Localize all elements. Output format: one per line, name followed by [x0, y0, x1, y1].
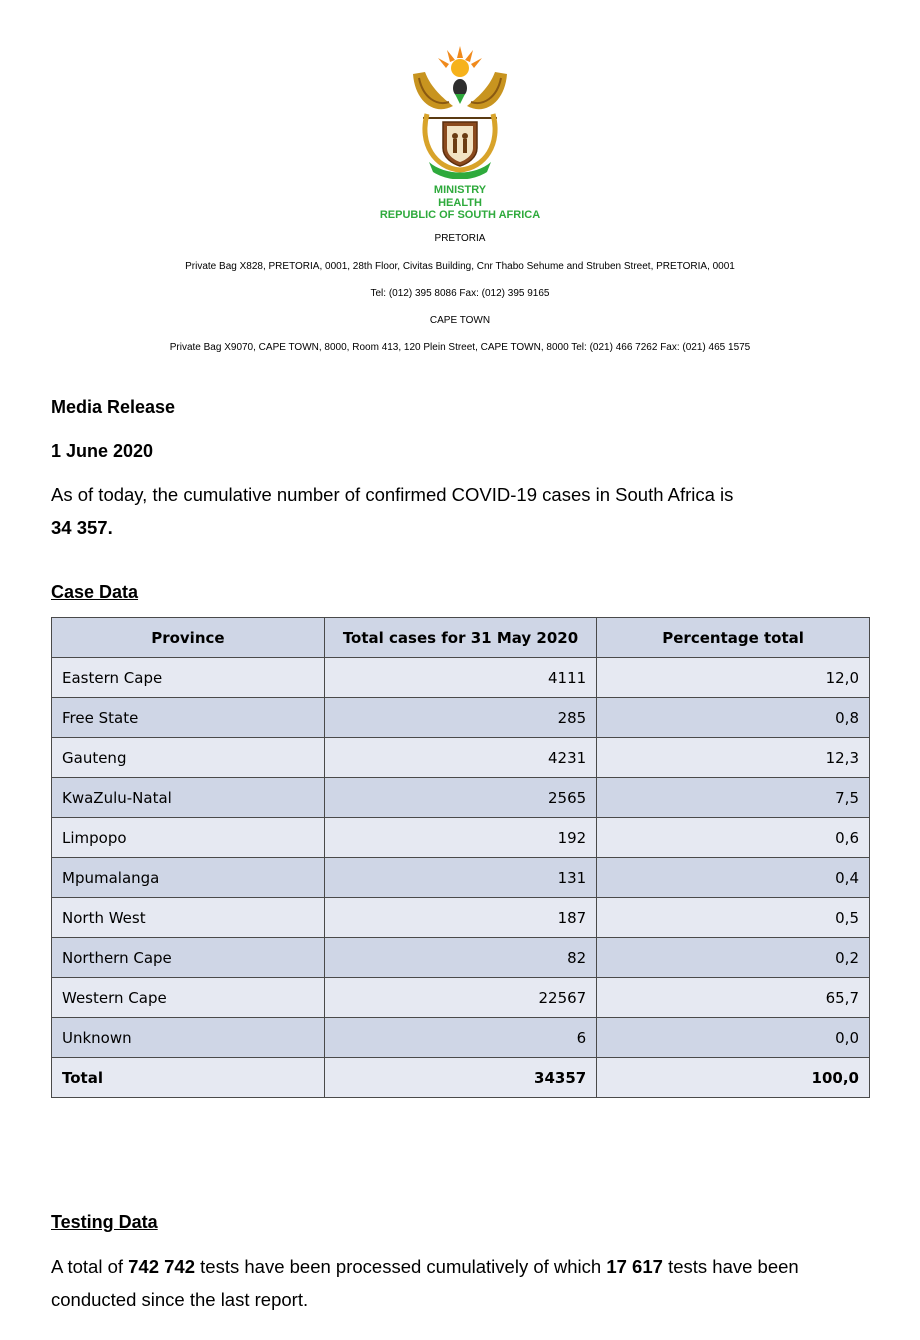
province-cell: Limpopo — [52, 818, 325, 858]
table-header-row — [52, 618, 870, 658]
ministry-line3: REPUBLIC OF SOUTH AFRICA — [379, 209, 541, 221]
address-pretoria: Private Bag X828, PRETORIA, 0001, 28th Floor, Civitas Building, Cnr Thabo Sehume and Struben Street, PRETORIA, 0001 — [185, 261, 735, 272]
table-row — [52, 778, 870, 818]
ministry-title — [0, 184, 920, 222]
table-row — [52, 858, 870, 898]
cases-cell: 4111 — [324, 658, 596, 698]
table-row — [52, 1018, 870, 1058]
table-total-row — [52, 1058, 870, 1098]
percentage-cell: 12,0 — [597, 658, 870, 698]
tests-new-value: 17 617 — [606, 1256, 663, 1277]
percentage-cell: 0,6 — [597, 818, 870, 858]
cases-cell: 2565 — [324, 778, 596, 818]
table-row — [52, 898, 870, 938]
cases-cell: 4231 — [324, 738, 596, 778]
cases-cell: 82 — [324, 938, 596, 978]
cases-cell: 187 — [324, 898, 596, 938]
percentage-cell: 0,5 — [597, 898, 870, 938]
case-data-title: Case Data — [51, 582, 139, 602]
release-heading: Media Release — [51, 397, 176, 417]
ministry-line2: HEALTH — [438, 196, 482, 209]
percentage-cell: 7,5 — [597, 778, 870, 818]
contact-pretoria: Tel: (012) 395 8086 Fax: (012) 395 9165 — [370, 288, 550, 299]
percentage-cell: 0,8 — [597, 698, 870, 738]
total-cases-value: 34 357. — [51, 517, 113, 538]
percentage-cell: 0,4 — [597, 858, 870, 898]
testing-data-title: Testing Data — [51, 1212, 158, 1232]
province-cell: KwaZulu-Natal — [52, 778, 325, 818]
table-row — [52, 738, 870, 778]
table-row — [52, 978, 870, 1018]
table-row — [52, 658, 870, 698]
total-label-cell: Total — [52, 1058, 325, 1098]
address-cape-town: Private Bag X9070, CAPE TOWN, 8000, Room 413, 120 Plein Street, CAPE TOWN, 8000 Tel: (021) 466 7262 Fax: (021) 465 1575 — [169, 342, 751, 353]
province-cell: Northern Cape — [52, 938, 325, 978]
ministry-line1: MINISTRY — [433, 184, 487, 196]
intro-text: As of today, the cumulative number of confirmed COVID-19 cases in South Africa is — [51, 484, 734, 505]
province-cell: Unknown — [52, 1018, 325, 1058]
south-africa-coat-of-arms-icon — [405, 44, 515, 179]
table-row — [52, 698, 870, 738]
province-cell: Eastern Cape — [52, 658, 325, 698]
tests-total-value: 742 742 — [128, 1256, 196, 1277]
case-data-table — [51, 617, 870, 1098]
testing-text-c: tests have been conducted since the last report. — [51, 1256, 799, 1310]
testing-paragraph — [51, 1250, 881, 1316]
header-percentage: Percentage total — [597, 618, 870, 658]
testing-text-b: tests have been processed cumulatively of which — [195, 1256, 607, 1277]
province-cell: North West — [52, 898, 325, 938]
cases-cell: 285 — [324, 698, 596, 738]
province-cell: Mpumalanga — [52, 858, 325, 898]
cases-cell: 22567 — [324, 978, 596, 1018]
percentage-cell: 12,3 — [597, 738, 870, 778]
percentage-cell: 65,7 — [597, 978, 870, 1018]
province-cell: Western Cape — [52, 978, 325, 1018]
header-province: Province — [52, 618, 325, 658]
city-pretoria: PRETORIA — [434, 233, 486, 244]
testing-text-a: A total of — [51, 1256, 129, 1277]
percentage-cell: 0,0 — [597, 1018, 870, 1058]
intro-paragraph — [51, 478, 881, 544]
cases-cell: 192 — [324, 818, 596, 858]
total-percentage-cell: 100,0 — [597, 1058, 870, 1098]
cases-cell: 6 — [324, 1018, 596, 1058]
table-row — [52, 818, 870, 858]
province-cell: Free State — [52, 698, 325, 738]
table-row — [52, 938, 870, 978]
total-cases-cell: 34357 — [324, 1058, 596, 1098]
header-total-cases: Total cases for 31 May 2020 — [324, 618, 596, 658]
city-cape-town: CAPE TOWN — [429, 315, 491, 326]
release-date: 1 June 2020 — [51, 441, 154, 461]
cases-cell: 131 — [324, 858, 596, 898]
percentage-cell: 0,2 — [597, 938, 870, 978]
province-cell: Gauteng — [52, 738, 325, 778]
